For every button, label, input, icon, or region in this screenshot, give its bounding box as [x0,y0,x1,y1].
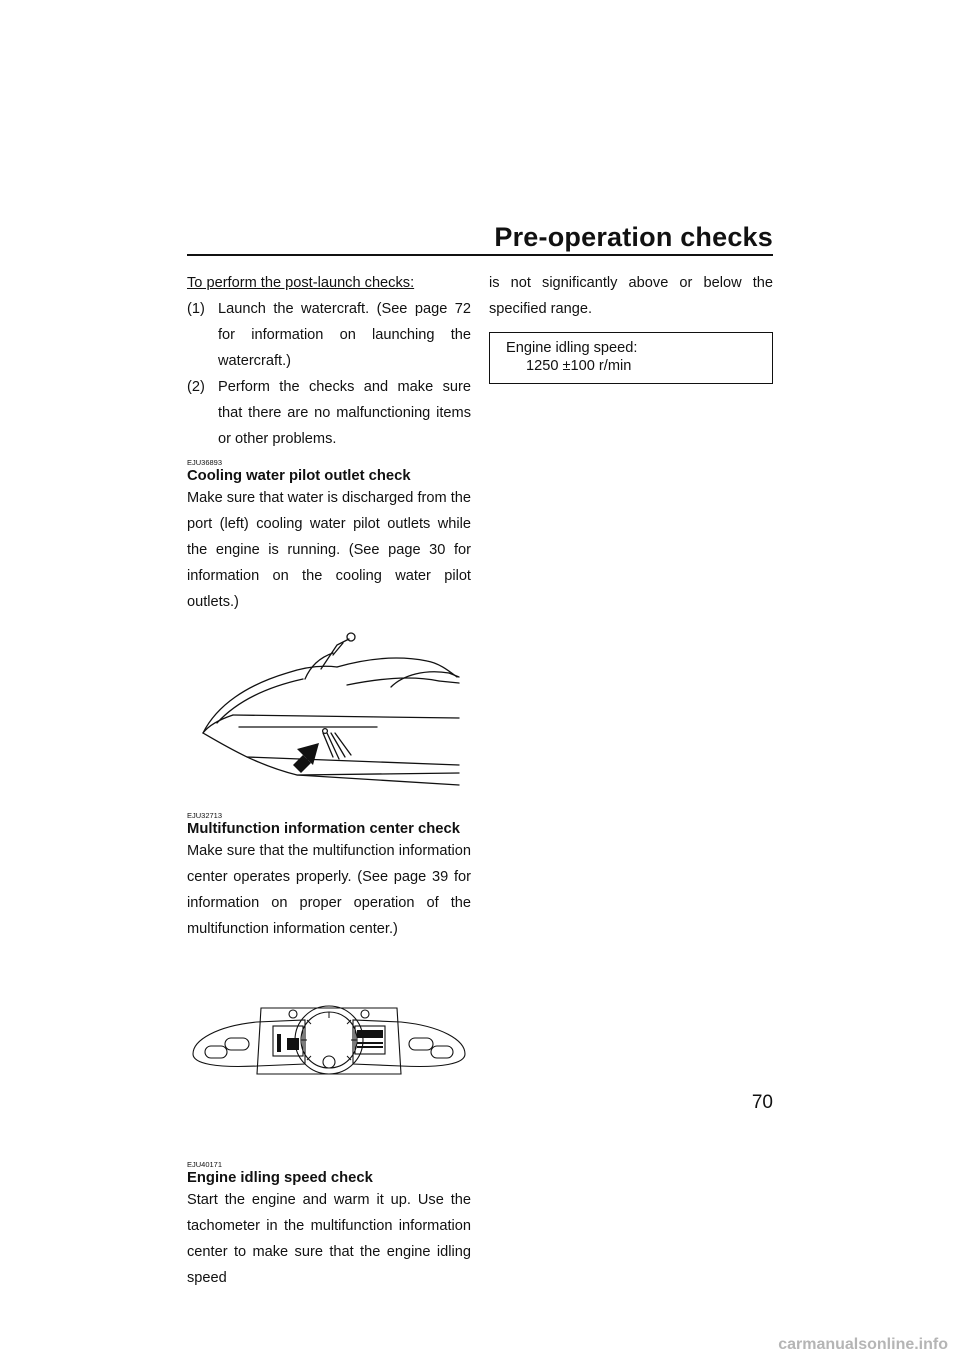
spec-value: 1250 ±100 r/min [526,358,632,374]
section-title-idling: Engine idling speed check [187,1170,373,1186]
page-header-title: Pre-operation checks [494,222,773,252]
header-rule [187,254,773,256]
step-1-text: Launch the watercraft. (See page 72 for information on launching the watercraft.) [218,301,471,369]
section-title-multifunction: Multifunction information center check [187,821,460,837]
section-body-idling: Start the engine and warm it up. Use the tachometer in the multifunction information center to make sure that the engine idling speed [187,1192,471,1286]
right-column [489,270,773,384]
spec-box [489,332,773,384]
step-2 [187,374,471,452]
post-launch-intro: To perform the post-launch checks: [187,275,415,291]
left-column [187,270,471,1291]
page-number: 70 [751,1092,773,1113]
step-1-number: (1) [187,301,205,317]
watermark: carmanualsonline.info [778,1336,948,1353]
section-body-cooling: Make sure that water is discharged from the port (left) cooling water pilot outlets while the engine is running. (See page 30 for information on the cooling water pilot outlets.) [187,490,471,610]
section-code-cooling: EJU36893 [187,458,223,467]
section-code-idling: EJU40171 [187,1160,223,1169]
multifunction-meter-illustration [187,942,471,1154]
section-title-cooling: Cooling water pilot outlet check [187,468,411,484]
step-2-number: (2) [187,379,205,395]
spec-label: Engine idling speed: [506,340,638,356]
section-code-multifunction: EJU32713 [187,811,223,820]
section-body-multifunction: Make sure that the multifunction information center operates properly. (See page 39 for information on proper operation of the multifunction information center.) [187,843,471,937]
idling-continued-text: is not significantly above or below the specified range. [489,275,773,317]
watercraft-illustration [187,615,471,805]
step-1 [187,296,471,374]
step-2-text: Perform the checks and make sure that there are no malfunctioning items or other problems. [218,379,471,447]
